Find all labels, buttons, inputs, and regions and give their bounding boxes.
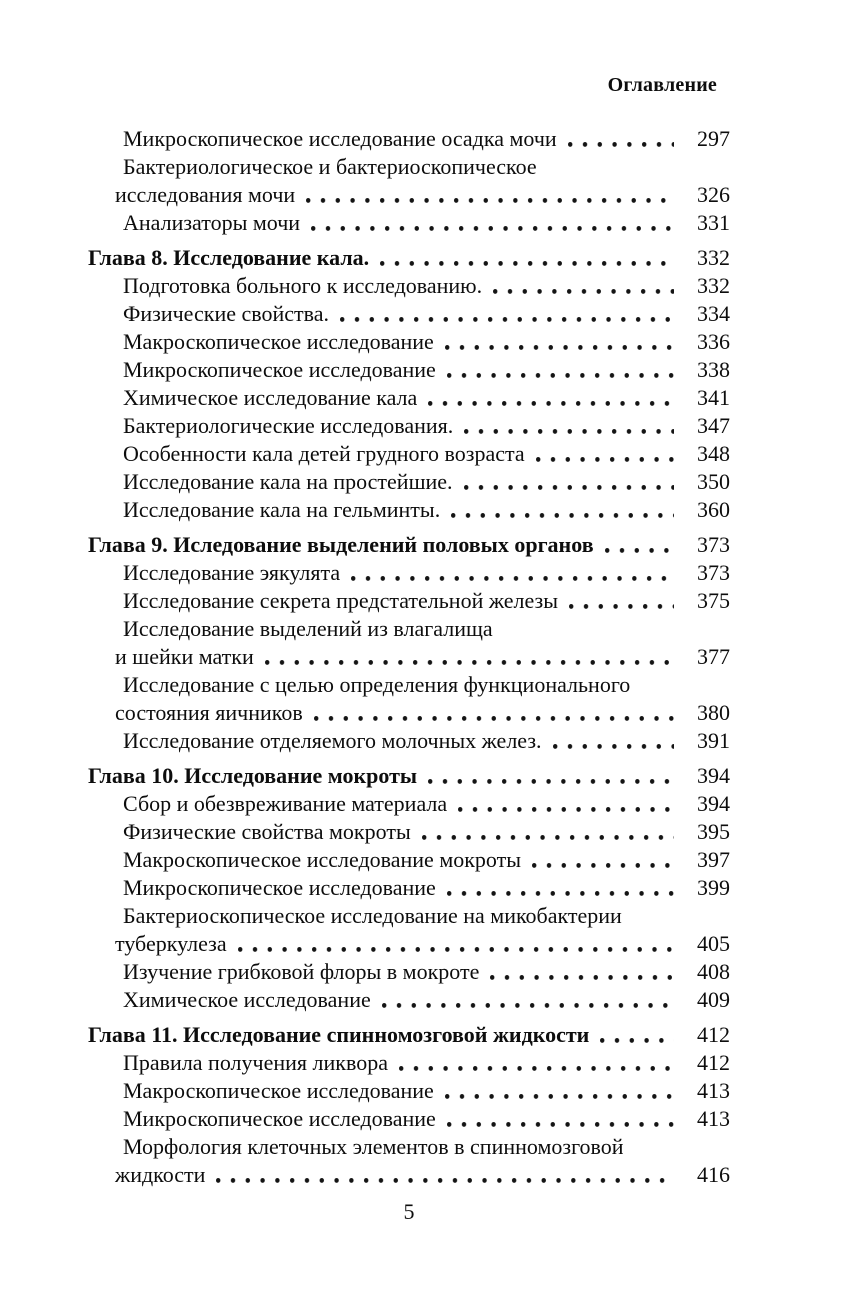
dot-leader — [232, 930, 674, 958]
toc-entry-continuation-row — [88, 699, 730, 727]
toc-entry-title: Физические свойства мокроты — [123, 819, 411, 844]
toc-entry-row — [88, 209, 730, 237]
toc-page-number: 377 — [697, 644, 730, 669]
toc-entry-row — [88, 559, 730, 587]
toc-entry-title: Макроскопическое исследование — [123, 329, 434, 354]
toc-page-number: 331 — [697, 210, 730, 235]
toc-entry-row — [88, 153, 730, 181]
dot-leader — [563, 587, 674, 615]
toc-entry-title: Исследование отделяемого молочных желез. — [123, 728, 542, 753]
toc-entry-row — [88, 496, 730, 524]
toc-entry-row — [88, 790, 730, 818]
toc-page-number: 391 — [697, 728, 730, 753]
dot-leader — [599, 531, 674, 559]
toc-chapter-title: Глава 11. Исследование спинномозговой жидкости — [88, 1022, 590, 1047]
dot-leader — [393, 1049, 674, 1077]
dot-leader — [422, 384, 674, 412]
toc-entry-row — [88, 615, 730, 643]
dot-leader — [458, 468, 674, 496]
toc-entry-title: жидкости — [115, 1162, 206, 1187]
page-title: Оглавление — [607, 74, 717, 96]
dot-leader — [300, 181, 674, 209]
toc-entry-title: Бактериологические исследования. — [123, 413, 454, 438]
dot-leader — [439, 1077, 674, 1105]
toc-entry-title: Морфология клеточных элементов в спинномозговой — [123, 1134, 624, 1159]
toc-entry-row — [88, 328, 730, 356]
dot-leader — [547, 727, 674, 755]
toc-page-number: 334 — [697, 301, 730, 326]
toc-chapter-title: Глава 10. Исследование мокроты — [88, 763, 418, 788]
toc-entry-title: Исследование кала на гельминты. — [123, 497, 441, 522]
dot-leader — [594, 1021, 674, 1049]
toc-page-number: 326 — [697, 182, 730, 207]
toc-entry-title: Изучение грибковой флоры в мокроте — [123, 959, 480, 984]
toc-entry-row — [88, 384, 730, 412]
dot-leader — [487, 272, 674, 300]
toc-page-number: 413 — [697, 1106, 730, 1131]
toc-entry-title: туберкулеза — [115, 931, 227, 956]
toc-entry-title: Исследование эякулята — [123, 560, 341, 585]
toc-entry-title: Физические свойства. — [123, 301, 330, 326]
dot-leader — [305, 209, 674, 237]
toc-entry-row — [88, 587, 730, 615]
toc-entry-row — [88, 412, 730, 440]
dot-leader — [441, 1105, 674, 1133]
toc-entry-title: Химическое исследование кала — [123, 385, 418, 410]
dot-leader — [334, 300, 674, 328]
toc-page-number: 348 — [697, 441, 730, 466]
toc-entry-title: Микроскопическое исследование — [123, 1106, 436, 1131]
dot-leader — [376, 986, 674, 1014]
toc-page-number: 399 — [697, 875, 730, 900]
toc-page-number: 380 — [697, 700, 730, 725]
toc-chapter-row — [88, 762, 730, 790]
toc-page-number: 394 — [697, 763, 730, 788]
toc-page-number: 397 — [697, 847, 730, 872]
page-number-footer: 5 — [403, 1199, 415, 1224]
toc-entry-title: Химическое исследование — [123, 987, 371, 1012]
toc-entry-row — [88, 818, 730, 846]
toc-page-number: 405 — [697, 931, 730, 956]
toc-page-number: 332 — [697, 245, 730, 270]
toc-page-number: 360 — [697, 497, 730, 522]
toc-entry-title: состояния яичников — [115, 700, 303, 725]
dot-leader — [445, 496, 674, 524]
toc-page-number: 336 — [697, 329, 730, 354]
dot-leader — [439, 328, 674, 356]
toc-entry-row — [88, 1133, 730, 1161]
toc-page-number: 373 — [697, 532, 730, 557]
toc-page-number: 332 — [697, 273, 730, 298]
toc-entry-row — [88, 958, 730, 986]
dot-leader — [526, 846, 674, 874]
toc-entry-title: Микроскопическое исследование осадка мочи — [123, 126, 557, 151]
dot-leader — [562, 125, 674, 153]
dot-leader — [374, 244, 674, 272]
toc-chapter-row — [88, 1021, 730, 1049]
toc-page-number: 394 — [697, 791, 730, 816]
toc-page-number: 373 — [697, 560, 730, 585]
toc-entry-row — [88, 468, 730, 496]
toc-entry-title: Бактериологическое и бактериоскопическое — [123, 154, 537, 179]
toc-page-number: 395 — [697, 819, 730, 844]
toc-entry-title: исследования мочи — [115, 182, 296, 207]
toc-entry-title: Особенности кала детей грудного возраста — [123, 441, 525, 466]
dot-leader — [416, 818, 674, 846]
toc-page-number: 416 — [697, 1162, 730, 1187]
toc-page-number: 413 — [697, 1078, 730, 1103]
toc-entry-title: Исследование выделений из влагалища — [123, 616, 493, 641]
toc-list — [88, 125, 730, 1189]
toc-entry-title: Сбор и обезвреживание материала — [123, 791, 448, 816]
toc-entry-title: Бактериоскопическое исследование на микобактерии — [123, 903, 622, 928]
toc-page-number: 412 — [697, 1022, 730, 1047]
toc-page-number: 341 — [697, 385, 730, 410]
toc-entry-row — [88, 356, 730, 384]
toc-entry-title: Макроскопическое исследование мокроты — [123, 847, 522, 872]
toc-page-number: 412 — [697, 1050, 730, 1075]
toc-page-number: 350 — [697, 469, 730, 494]
dot-leader — [345, 559, 674, 587]
toc-chapter-row — [88, 531, 730, 559]
toc-page-number: 409 — [697, 987, 730, 1012]
toc-entry-continuation-row — [88, 181, 730, 209]
toc-chapter-title: Глава 9. Иследование выделений половых органов — [88, 532, 594, 557]
dot-leader — [452, 790, 674, 818]
dot-leader — [422, 762, 674, 790]
toc-chapter-row — [88, 244, 730, 272]
toc-entry-continuation-row — [88, 643, 730, 671]
dot-leader — [441, 874, 674, 902]
dot-leader — [530, 440, 674, 468]
toc-entry-row — [88, 300, 730, 328]
toc-entry-title: Исследование с целью определения функционального — [123, 672, 631, 697]
toc-page-number: 338 — [697, 357, 730, 382]
toc-entry-row — [88, 671, 730, 699]
toc-entry-row — [88, 986, 730, 1014]
dot-leader — [308, 699, 674, 727]
dot-leader — [441, 356, 674, 384]
toc-entry-continuation-row — [88, 1161, 730, 1189]
toc-page-number: 347 — [697, 413, 730, 438]
toc-entry-row — [88, 1105, 730, 1133]
dot-leader — [458, 412, 674, 440]
toc-entry-row — [88, 440, 730, 468]
dot-leader — [484, 958, 674, 986]
toc-entry-row — [88, 1077, 730, 1105]
toc-entry-row — [88, 1049, 730, 1077]
dot-leader — [259, 643, 674, 671]
toc-entry-title: Исследование секрета предстательной железы — [123, 588, 559, 613]
toc-entry-row — [88, 846, 730, 874]
toc-entry-title: Микроскопическое исследование — [123, 875, 436, 900]
toc-entry-row — [88, 272, 730, 300]
toc-entry-continuation-row — [88, 930, 730, 958]
toc-entry-row — [88, 125, 730, 153]
toc-entry-row — [88, 874, 730, 902]
toc-chapter-title: Глава 8. Исследование кала. — [88, 245, 370, 270]
toc-entry-title: и шейки матки — [115, 644, 254, 669]
toc-entry-title: Исследование кала на простейшие. — [123, 469, 453, 494]
toc-entry-row — [88, 902, 730, 930]
toc-entry-title: Микроскопическое исследование — [123, 357, 436, 382]
toc-entry-title: Анализаторы мочи — [123, 210, 301, 235]
toc-page-number: 375 — [697, 588, 730, 613]
toc-page-number: 297 — [697, 126, 730, 151]
toc-entry-row — [88, 727, 730, 755]
toc-entry-title: Макроскопическое исследование — [123, 1078, 434, 1103]
toc-entry-title: Правила получения ликвора — [123, 1050, 388, 1075]
toc-page-number: 408 — [697, 959, 730, 984]
toc-entry-title: Подготовка больного к исследованию. — [123, 273, 483, 298]
dot-leader — [210, 1161, 674, 1189]
